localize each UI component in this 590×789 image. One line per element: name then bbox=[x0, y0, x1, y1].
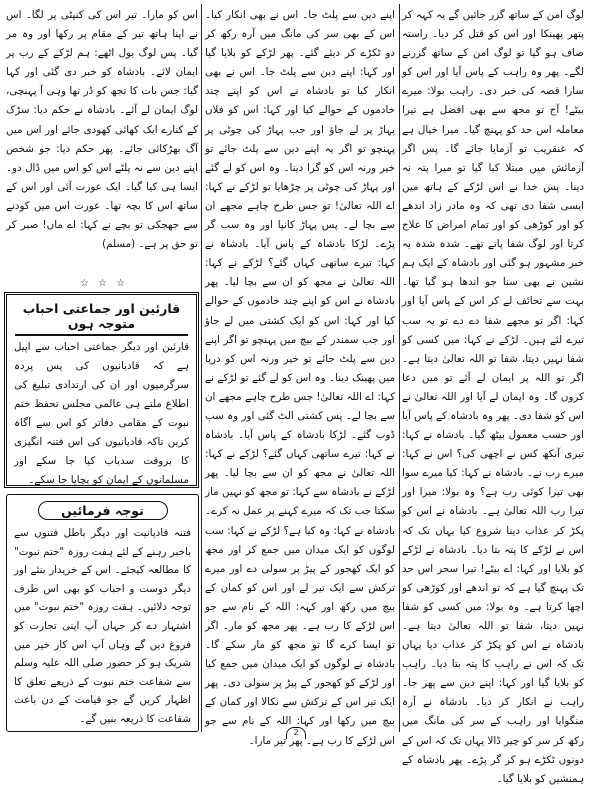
notice-title: قارئین اور جماعتی احباب متوجہ ہوں bbox=[15, 301, 188, 336]
notice-body: فتنہ قادیانیت اور دیگر باطل فتنوں سے باخبر رہنے کے لئے ہفت روزہ "ختم نبوت" کا مطالعہ کیجئے۔ اس کے خریدار بنئے اور دیگر دوست و احباب کو بھی اس طرف توجہ دلائیں۔ ہفت روزہ "ختم نبوت" میں اشتہار دے کر جہاں آپ اپنی تجارت کو فروغ دیں گے وہاں آپ اس کار خیر میں شریک ہو کر حضور صلی اللہ علیہ وسلم سے شفاعت ختم نبوت کے ذریعے تعلق کا اظہار کریں گے جو قیامت کے دن باعث شفاعت کا ذریعہ بنیں گے۔ bbox=[14, 527, 191, 725]
article-text: اپنے دین سے پلٹ جا۔ اس نے بھی انکار کیا۔ اس کے بھی سر کی مانگ میں آرہ رکھ کر دو ٹکڑے کر دیئے گئے۔ پھر لڑکے کو بلایا گیا اور کہا: اپنے دین سے پلٹ جا۔ اس نے بھی انکار کیا تو بادشاہ نے اس کو اپنے چند خادموں کے حوالے کیا اور کہا: اس کو فلاں پہاڑ پر لے جاؤ اور جب پہاڑ کی چوٹی پر پہنچو تو اگر یہ اپنے دین سے پلٹ جائے تو خیر ورنہ اس کو گرا دینا۔ وہ اس کو لے گئے اور پہاڑ کی چوٹی پر چڑھایا تو لڑکے نے کہا: اے اللہ تعالیٰ! تو جس طرح چاہے مجھے ان سے بچا لے۔ پس پہاڑ کانپا اور وہ سب گر پڑے۔ لڑکا بادشاہ کے پاس آیا۔ بادشاہ نے کہا: تیرے ساتھی کہاں گئے؟ لڑکے نے کہا: اللہ تعالیٰ نے مجھ کو ان سے بچا لیا۔ پھر بادشاہ نے اس کو اپنے چند خادموں کے حوالے کیا اور کہا: اس کو ایک کشتی میں لے جاؤ اور جب سمندر کے بیچ میں پہنچو تو اگر اپنے دین سے پلٹ جائے تو خیر ورنہ اس کو دریا میں پھینک دینا۔ وہ اس کو لے گئے تو لڑکے نے کہا: اے اللہ تعالیٰ! جس طرح چاہے مجھے ان سے بچا لے۔ پس کشتی الٹ گئی اور وہ سب ڈوب گئے۔ لڑکا بادشاہ کے پاس آیا۔ بادشاہ نے کہا: تیرے ساتھی کہاں گئے؟ لڑکے نے کہا: اللہ تعالیٰ نے مجھ کو ان سے بچا لیا۔ پھر لڑکے نے بادشاہ سے کہا: تو مجھ کو نہیں مار سکتا جب تک کہ میرے کہنے پر عمل نہ کرے۔ بادشاہ نے کہا: وہ کیا ہے؟ لڑکے نے کہا: سب لوگوں کو ایک میدان میں جمع کر اور مجھ کو ایک کھجور کے پیڑ پر سولی دے اور میرے ترکش سے ایک تیر لے اور اس کو کمان کے بیچ میں رکھ اور کہہ: اللہ کے نام سے جو اس لڑکے کا رب ہے۔ پھر مجھ کو مار۔ اگر تو ایسا کرے گا تو مجھ کو مار سکے گا۔ بادشاہ نے لوگوں کو ایک میدان میں جمع کیا اور لڑکے کو کھجور کے پیڑ پر سولی دی۔ پھر ایک تیر اس کے ترکش سے نکالا اور کمان کے بیچ میں رکھا اور کہا: اللہ کے نام سے جو اس لڑکے کا رب ہے۔ پھر تیر مارا۔ bbox=[205, 9, 395, 747]
article-column-middle bbox=[205, 6, 395, 747]
section-separator-stars: ☆ ☆ ☆ bbox=[79, 278, 129, 289]
notice-body: قارئین اور دیگر جماعتی احباب سے اپیل ہے کہ قادیانیوں کی پس پردہ سرگرمیوں اور ان کی ارتدادی تبلیغ کی اطلاع ملتے ہی عالمی مجلس تحفظ ختم نبوت کے مقامی دفاتر کو اس سے آگاہ کریں تاکہ قادیانیوں کی اس فتنہ انگیزی کا بروقت سدباب کیا جا سکے اور مسلمانوں کے ایمان کو بچایا جا سکے۔ bbox=[14, 341, 189, 486]
article-column-right bbox=[402, 6, 584, 785]
notice-box-readers bbox=[4, 292, 199, 488]
column-divider bbox=[201, 4, 202, 732]
notice-title: توجہ فرمائیں bbox=[38, 501, 168, 520]
article-column-left bbox=[6, 6, 198, 274]
column-divider bbox=[399, 4, 400, 732]
notice-box-attention bbox=[6, 494, 199, 732]
article-text: لوگ امن کے ساتھ گزر جائیں گے یہ کہہ کر پتھر پھینکا اور اس کو قتل کر دیا۔ راستہ صاف ہو گیا تو لوگ امن کے ساتھ گزرنے لگے۔ پھر وہ راہب کے پاس آیا اور اس کو سارا قصہ کی خبر دی۔ راہب بولا: میرے بیٹے! آج تو مجھ سے بھی افضل ہے تیرا معاملہ اس حد کو پہنچ گیا۔ میرا خیال ہے کہ عنقریب تو آزمایا جائے گا۔ پس اگر آزمائش میں مبتلا کیا گیا تو میرا پتہ نہ دینا۔ پس خدا نے اس لڑکے کے ہاتھ میں ایسی شفا دی تھی کہ وہ مادر زاد اندھے کو اور کوڑھی کو اور تمام امراض کا علاج کرتا اور لوگ شفا پاتے تھے۔ شدہ شدہ یہ خبر مشہور ہو گئی اور بادشاہ کے ایک ہم نشین نے بھی سنا جو اندھا ہو گیا تھا۔ بہت سے تحائف لے کر اس کے پاس آیا اور کہا: اگر تو مجھے شفا دے دے تو یہ سب تیرے لئے ہیں۔ لڑکے نے کہا: میں کسی کو شفا نہیں دیتا، شفا تو اللہ تعالیٰ دیتا ہے۔ اگر تو اللہ پر ایمان لے آئے تو میں دعا کروں گا۔ وہ ایمان لے آیا اور اللہ تعالیٰ نے اس کو شفا دی۔ پھر وہ بادشاہ کے پاس آیا اور حسب معمول بیٹھ گیا۔ بادشاہ نے کہا: تیری آنکھ کس نے اچھی کی؟ اس نے کہا: میرے رب نے۔ بادشاہ نے کہا: کیا میرے سوا بھی تیرا کوئی رب ہے؟ وہ بولا: میرا اور تیرا رب اللہ تعالیٰ ہے۔ بادشاہ نے اس کو پکڑ کر عذاب دینا شروع کیا یہاں تک کہ اس نے لڑکے کا پتہ بتا دیا۔ بادشاہ نے لڑکے کو بلایا اور کہا: اے بیٹے! تیرا سحر اس حد تک پہنچ گیا ہے کہ تو اندھے اور کوڑھی کو اچھا کرتا ہے۔ وہ بولا: میں کسی کو شفا نہیں دیتا، شفا تو اللہ تعالیٰ دیتا ہے۔ بادشاہ نے اس کو پکڑ کر عذاب دیا یہاں تک کہ اس نے راہب کا پتہ بتا دیا۔ راہب کو بلایا گیا اور کہا: اپنے دین سے پھر جا۔ راہب نے انکار کر دیا۔ بادشاہ نے آرہ منگوایا اور راہب کے سر کی مانگ میں رکھ کر سر کو چیر ڈالا یہاں تک کہ اس کے دونوں ٹکڑے ہو کر گر پڑے۔ پھر بادشاہ کے ہمنشین کو بلایا گیا۔ bbox=[402, 9, 584, 785]
article-text: اس کو مارا۔ تیر اس کی کنپٹی پر لگا۔ اس نے اپنا ہاتھ تیر کے مقام پر رکھا اور وہ مر گیا۔ پس لوگ بول اٹھے: ہم لڑکے کے رب پر ایمان لائے۔ بادشاہ کو خبر دی گئی اور کہا گیا: جس بات کا تجھ کو ڈر تھا وہی آ پہنچی، لوگ ایمان لے آئے۔ بادشاہ نے حکم دیا: سڑک کے کنارے ایک کھائی کھودی جائے اور اس میں آگ بھڑکائی جائے۔ پھر حکم دیا: جو شخص اپنے دین سے نہ پلٹے اس کو اس میں ڈال دو۔ ایسا ہی کیا گیا۔ ایک عورت آئی اور اس کے ساتھ اس کا بچہ تھا۔ عورت اس میں کودنے سے جھجکی تو بچے نے کہا: اے ماں! صبر کر تو حق پر ہے۔ (مسلم) bbox=[6, 9, 198, 251]
page-number: 2 bbox=[286, 727, 306, 739]
